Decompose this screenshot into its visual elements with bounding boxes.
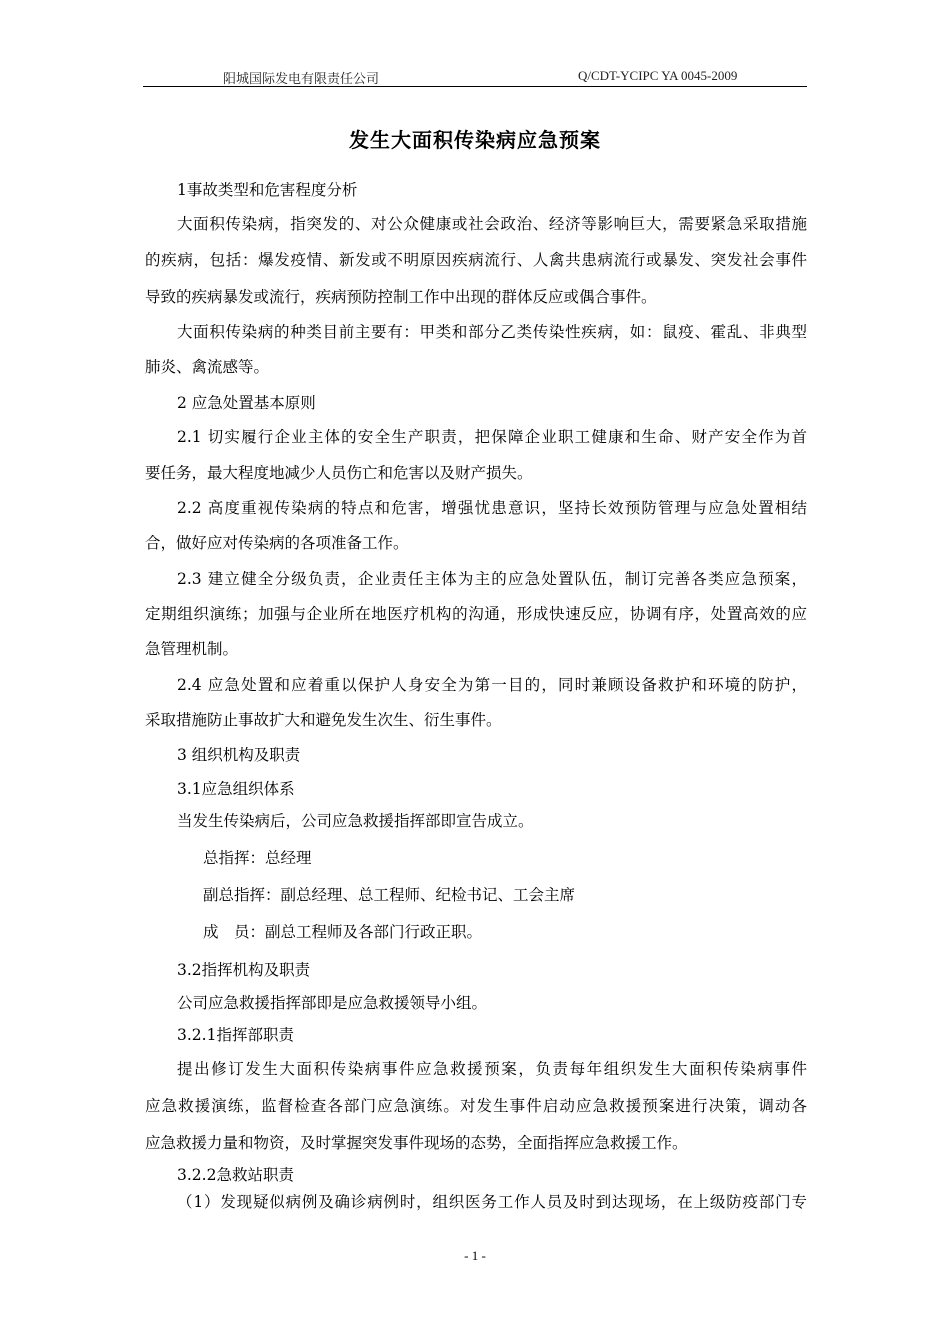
header-company: 阳城国际发电有限责任公司 [223, 71, 380, 86]
page-number: - 1 - [464, 1248, 486, 1263]
paragraph-line: 应急救援力量和物资，及时掌握突发事件现场的态势，全面指挥应急救援工作。 [145, 1134, 688, 1152]
paragraph-line: 大面积传染病的种类目前主要有：甲类和部分乙类传染性疾病，如：鼠疫、霍乱、非典型 [177, 323, 807, 341]
role-line: 总指挥：总经理 [203, 849, 312, 867]
header-document-code: Q/CDT-YCIPC YA 0045-2009 [578, 68, 738, 83]
paragraph-line: 2.4 应急处置和应着重以保护人身安全为第一目的，同时兼顾设备救护和环境的防护， [177, 676, 807, 694]
role-line: 副总指挥：副总经理、总工程师、纪检书记、工会主席 [203, 886, 576, 904]
paragraph-line: 导致的疾病暴发或流行，疾病预防控制工作中出现的群体反应或偶合事件。 [145, 288, 657, 306]
paragraph-line: 要任务，最大程度地减少人员伤亡和危害以及财产损失。 [145, 464, 533, 482]
page-header [143, 66, 807, 87]
paragraph-line: （1）发现疑似病例及确诊病例时，组织医务工作人员及时到达现场，在上级防疫部门专 [177, 1193, 807, 1211]
subsection-heading: 3.2.2急救站职责 [177, 1166, 294, 1184]
paragraph-line: 大面积传染病，指突发的、对公众健康或社会政治、经济等影响巨大，需要紧急采取措施 [177, 215, 807, 233]
paragraph-line: 提出修订发生大面积传染病事件应急救援预案，负责每年组织发生大面积传染病事件 [177, 1060, 807, 1078]
paragraph-line: 的疾病，包括：爆发疫情、新发或不明原因疾病流行、人禽共患病流行或暴发、突发社会事件 [145, 251, 807, 269]
section-heading: 1事故类型和危害程度分析 [177, 181, 358, 199]
paragraph-line: 2.3 建立健全分级负责，企业责任主体为主的应急处置队伍，制订完善各类应急预案， [177, 570, 807, 588]
paragraph-line: 急管理机制。 [145, 640, 239, 658]
paragraph-line: 公司应急救援指挥部即是应急救援领导小组。 [177, 994, 488, 1012]
paragraph-line: 2.2 高度重视传染病的特点和危害，增强忧患意识，坚持长效预防管理与应急处置相结 [177, 499, 807, 517]
paragraph-line: 2.1 切实履行企业主体的安全生产职责，把保障企业职工健康和生命、财产安全作为首 [177, 428, 807, 446]
paragraph-line: 当发生传染病后，公司应急救援指挥部即宣告成立。 [177, 812, 534, 830]
section-heading: 3 组织机构及职责 [177, 746, 301, 764]
paragraph-line: 合，做好应对传染病的各项准备工作。 [145, 534, 409, 552]
subsection-heading: 3.2指挥机构及职责 [177, 961, 311, 979]
paragraph-line: 应急救援演练，监督检查各部门应急演练。对发生事件启动应急救援预案进行决策，调动各 [145, 1097, 807, 1115]
paragraph-line: 定期组织演练；加强与企业所在地医疗机构的沟通，形成快速反应，协调有序，处置高效的应 [145, 605, 807, 623]
document-title: 发生大面积传染病应急预案 [349, 128, 601, 152]
role-line: 成 员：副总工程师及各部门行政正职。 [203, 923, 483, 941]
paragraph-line: 采取措施防止事故扩大和避免发生次生、衍生事件。 [145, 711, 502, 729]
subsection-heading: 3.2.1指挥部职责 [177, 1026, 294, 1044]
paragraph-line: 肺炎、禽流感等。 [145, 358, 270, 376]
section-heading: 2 应急处置基本原则 [177, 394, 316, 412]
subsection-heading: 3.1应急组织体系 [177, 780, 295, 798]
